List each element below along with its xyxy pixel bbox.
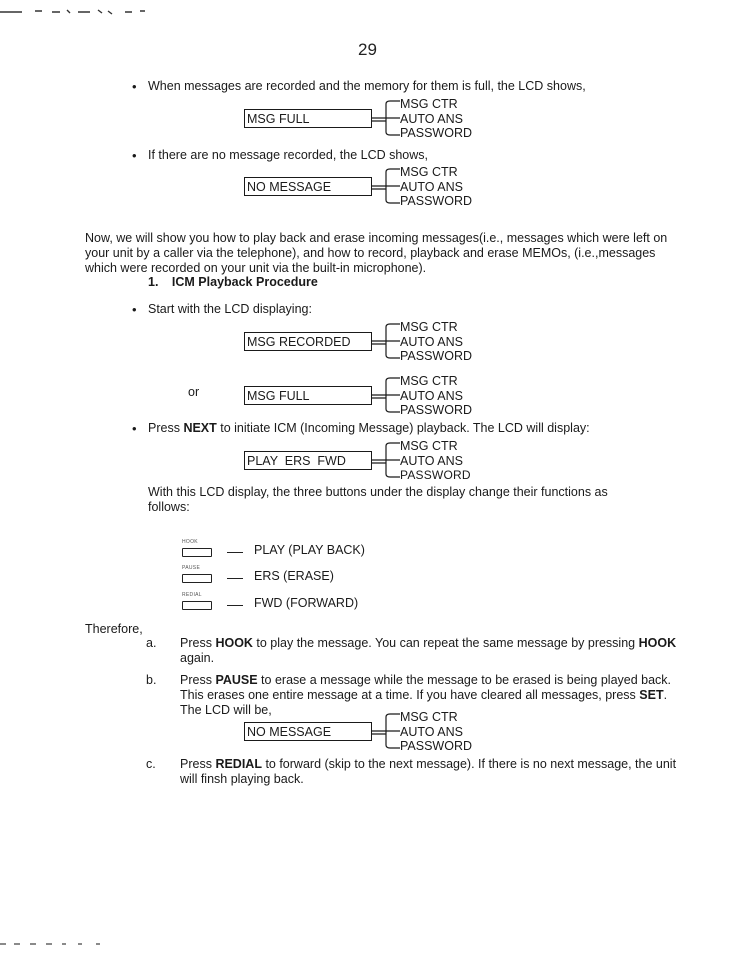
- page-number: 29: [358, 40, 377, 59]
- key-pause: PAUSE: [215, 673, 258, 687]
- step-letter: b.: [146, 673, 157, 687]
- lcd-explain-paragraph: With this LCD display, the three buttons under the display change their functions as follows:: [148, 485, 608, 514]
- bracket-connector-icon: [372, 712, 402, 752]
- bracket-connector-icon: [372, 99, 402, 139]
- lcd-option-password: PASSWORD: [400, 403, 472, 417]
- step-c: [146, 757, 680, 787]
- step-text: Press: [180, 757, 216, 771]
- step-text: . The LCD will be,: [180, 688, 668, 717]
- lcd-option-password: PASSWORD: [400, 349, 472, 363]
- bullet-memory-full-text: When messages are recorded and the memory for them is full, the LCD shows,: [148, 79, 586, 93]
- lcd-option-msg-ctr: MSG CTR: [400, 710, 458, 724]
- step-text: Press: [180, 673, 216, 687]
- or-label: or: [188, 385, 200, 399]
- button-function-label: ERS (ERASE): [254, 569, 334, 583]
- hook-button-icon: [182, 548, 212, 557]
- bullet-mark: •: [132, 302, 137, 317]
- step-letter: c.: [146, 757, 156, 771]
- button-row-hook: [182, 539, 582, 567]
- lcd-option-auto-ans: AUTO ANS: [400, 454, 463, 468]
- lcd-display-no-message-2: [244, 712, 624, 762]
- lcd-option-password: PASSWORD: [400, 739, 472, 753]
- button-row-redial: [182, 592, 582, 620]
- lcd-screen: MSG FULL: [244, 386, 372, 405]
- step-text: again.: [180, 651, 215, 665]
- bullet-mark: •: [132, 79, 137, 94]
- button-caption: REDIAL: [182, 592, 202, 598]
- lcd-option-auto-ans: AUTO ANS: [400, 112, 463, 126]
- lcd-display-msg-full-2: [244, 376, 624, 426]
- lcd-option-auto-ans: AUTO ANS: [400, 180, 463, 194]
- key-next: NEXT: [183, 421, 217, 435]
- lcd-screen: MSG FULL: [244, 109, 372, 128]
- dash-leader: [227, 545, 243, 553]
- step-letter: a.: [146, 636, 157, 650]
- therefore-label: Therefore,: [85, 622, 143, 636]
- bullet-start: [132, 302, 708, 317]
- button-function-label: FWD (FORWARD): [254, 596, 359, 610]
- bracket-connector-icon: [372, 441, 402, 481]
- bracket-connector-icon: [372, 322, 402, 362]
- lcd-screen: PLAY ERS FWD: [244, 451, 372, 470]
- button-caption: HOOK: [182, 539, 198, 545]
- bullet-next-pre: Press: [148, 421, 184, 435]
- lcd-option-password: PASSWORD: [400, 126, 472, 140]
- bracket-connector-icon: [372, 376, 402, 416]
- step-text: to erase a message while the message to be erased is being played back. This erases one entire message at a time. If you have cleared all messages, press: [180, 673, 672, 702]
- lcd-option-auto-ans: AUTO ANS: [400, 389, 463, 403]
- key-redial: REDIAL: [215, 757, 262, 771]
- lcd-screen: NO MESSAGE: [244, 722, 372, 741]
- bullet-no-message: [132, 148, 708, 163]
- scan-marks: [0, 2, 170, 16]
- lcd-display-play-ers-fwd: [244, 441, 624, 491]
- lcd-option-msg-ctr: MSG CTR: [400, 439, 458, 453]
- scan-marks-bottom: [0, 937, 120, 949]
- section-title: ICM Playback Procedure: [171, 275, 318, 289]
- lcd-option-password: PASSWORD: [400, 194, 472, 208]
- bullet-start-text: Start with the LCD displaying:: [148, 302, 312, 316]
- dash-leader: [227, 571, 243, 579]
- lcd-display-no-message-1: [244, 167, 624, 217]
- button-caption: PAUSE: [182, 565, 201, 571]
- bullet-press-next: [132, 421, 708, 436]
- lcd-option-msg-ctr: MSG CTR: [400, 165, 458, 179]
- dash-leader: [227, 598, 243, 606]
- key-set: SET: [639, 688, 664, 702]
- lcd-screen: MSG RECORDED: [244, 332, 372, 351]
- button-function-label: PLAY (PLAY BACK): [254, 543, 365, 557]
- bullet-no-message-text: If there are no message recorded, the LCD shows,: [148, 148, 429, 162]
- step-text: to play the message. You can repeat the same message by pressing: [252, 636, 639, 650]
- lcd-display-msg-recorded: [244, 322, 624, 372]
- button-row-pause: [182, 565, 582, 593]
- key-hook: HOOK: [215, 636, 253, 650]
- lcd-option-msg-ctr: MSG CTR: [400, 97, 458, 111]
- key-hook: HOOK: [638, 636, 677, 650]
- section-heading: [148, 275, 318, 289]
- pause-button-icon: [182, 574, 212, 583]
- redial-button-icon: [182, 601, 212, 610]
- lcd-option-auto-ans: AUTO ANS: [400, 335, 463, 349]
- bullet-next-post: to initiate ICM (Incoming Message) playback. The LCD will display:: [216, 421, 590, 435]
- lcd-display-msg-full-1: [244, 99, 624, 149]
- intro-paragraph: Now, we will show you how to play back and erase incoming messages(i.e., messages which were left on your unit by a caller via the telephone), and how to record, playback and erase MEMOs, (i.e.,messages which were recorded on your unit via the built-in microphone).: [85, 231, 668, 275]
- lcd-option-msg-ctr: MSG CTR: [400, 374, 458, 388]
- lcd-option-auto-ans: AUTO ANS: [400, 725, 463, 739]
- step-text: Press: [180, 636, 216, 650]
- bullet-mark: •: [132, 421, 137, 436]
- bullet-mark: •: [132, 148, 137, 163]
- lcd-screen: NO MESSAGE: [244, 177, 372, 196]
- bracket-connector-icon: [372, 167, 402, 207]
- step-text: to forward (skip to the next message). If there is no next message, the unit will finsh playing back.: [180, 757, 677, 786]
- section-number: 1.: [148, 275, 159, 289]
- bullet-memory-full: [132, 79, 708, 94]
- step-a: [146, 636, 680, 666]
- lcd-option-password: PASSWORD: [400, 468, 471, 482]
- lcd-option-msg-ctr: MSG CTR: [400, 320, 458, 334]
